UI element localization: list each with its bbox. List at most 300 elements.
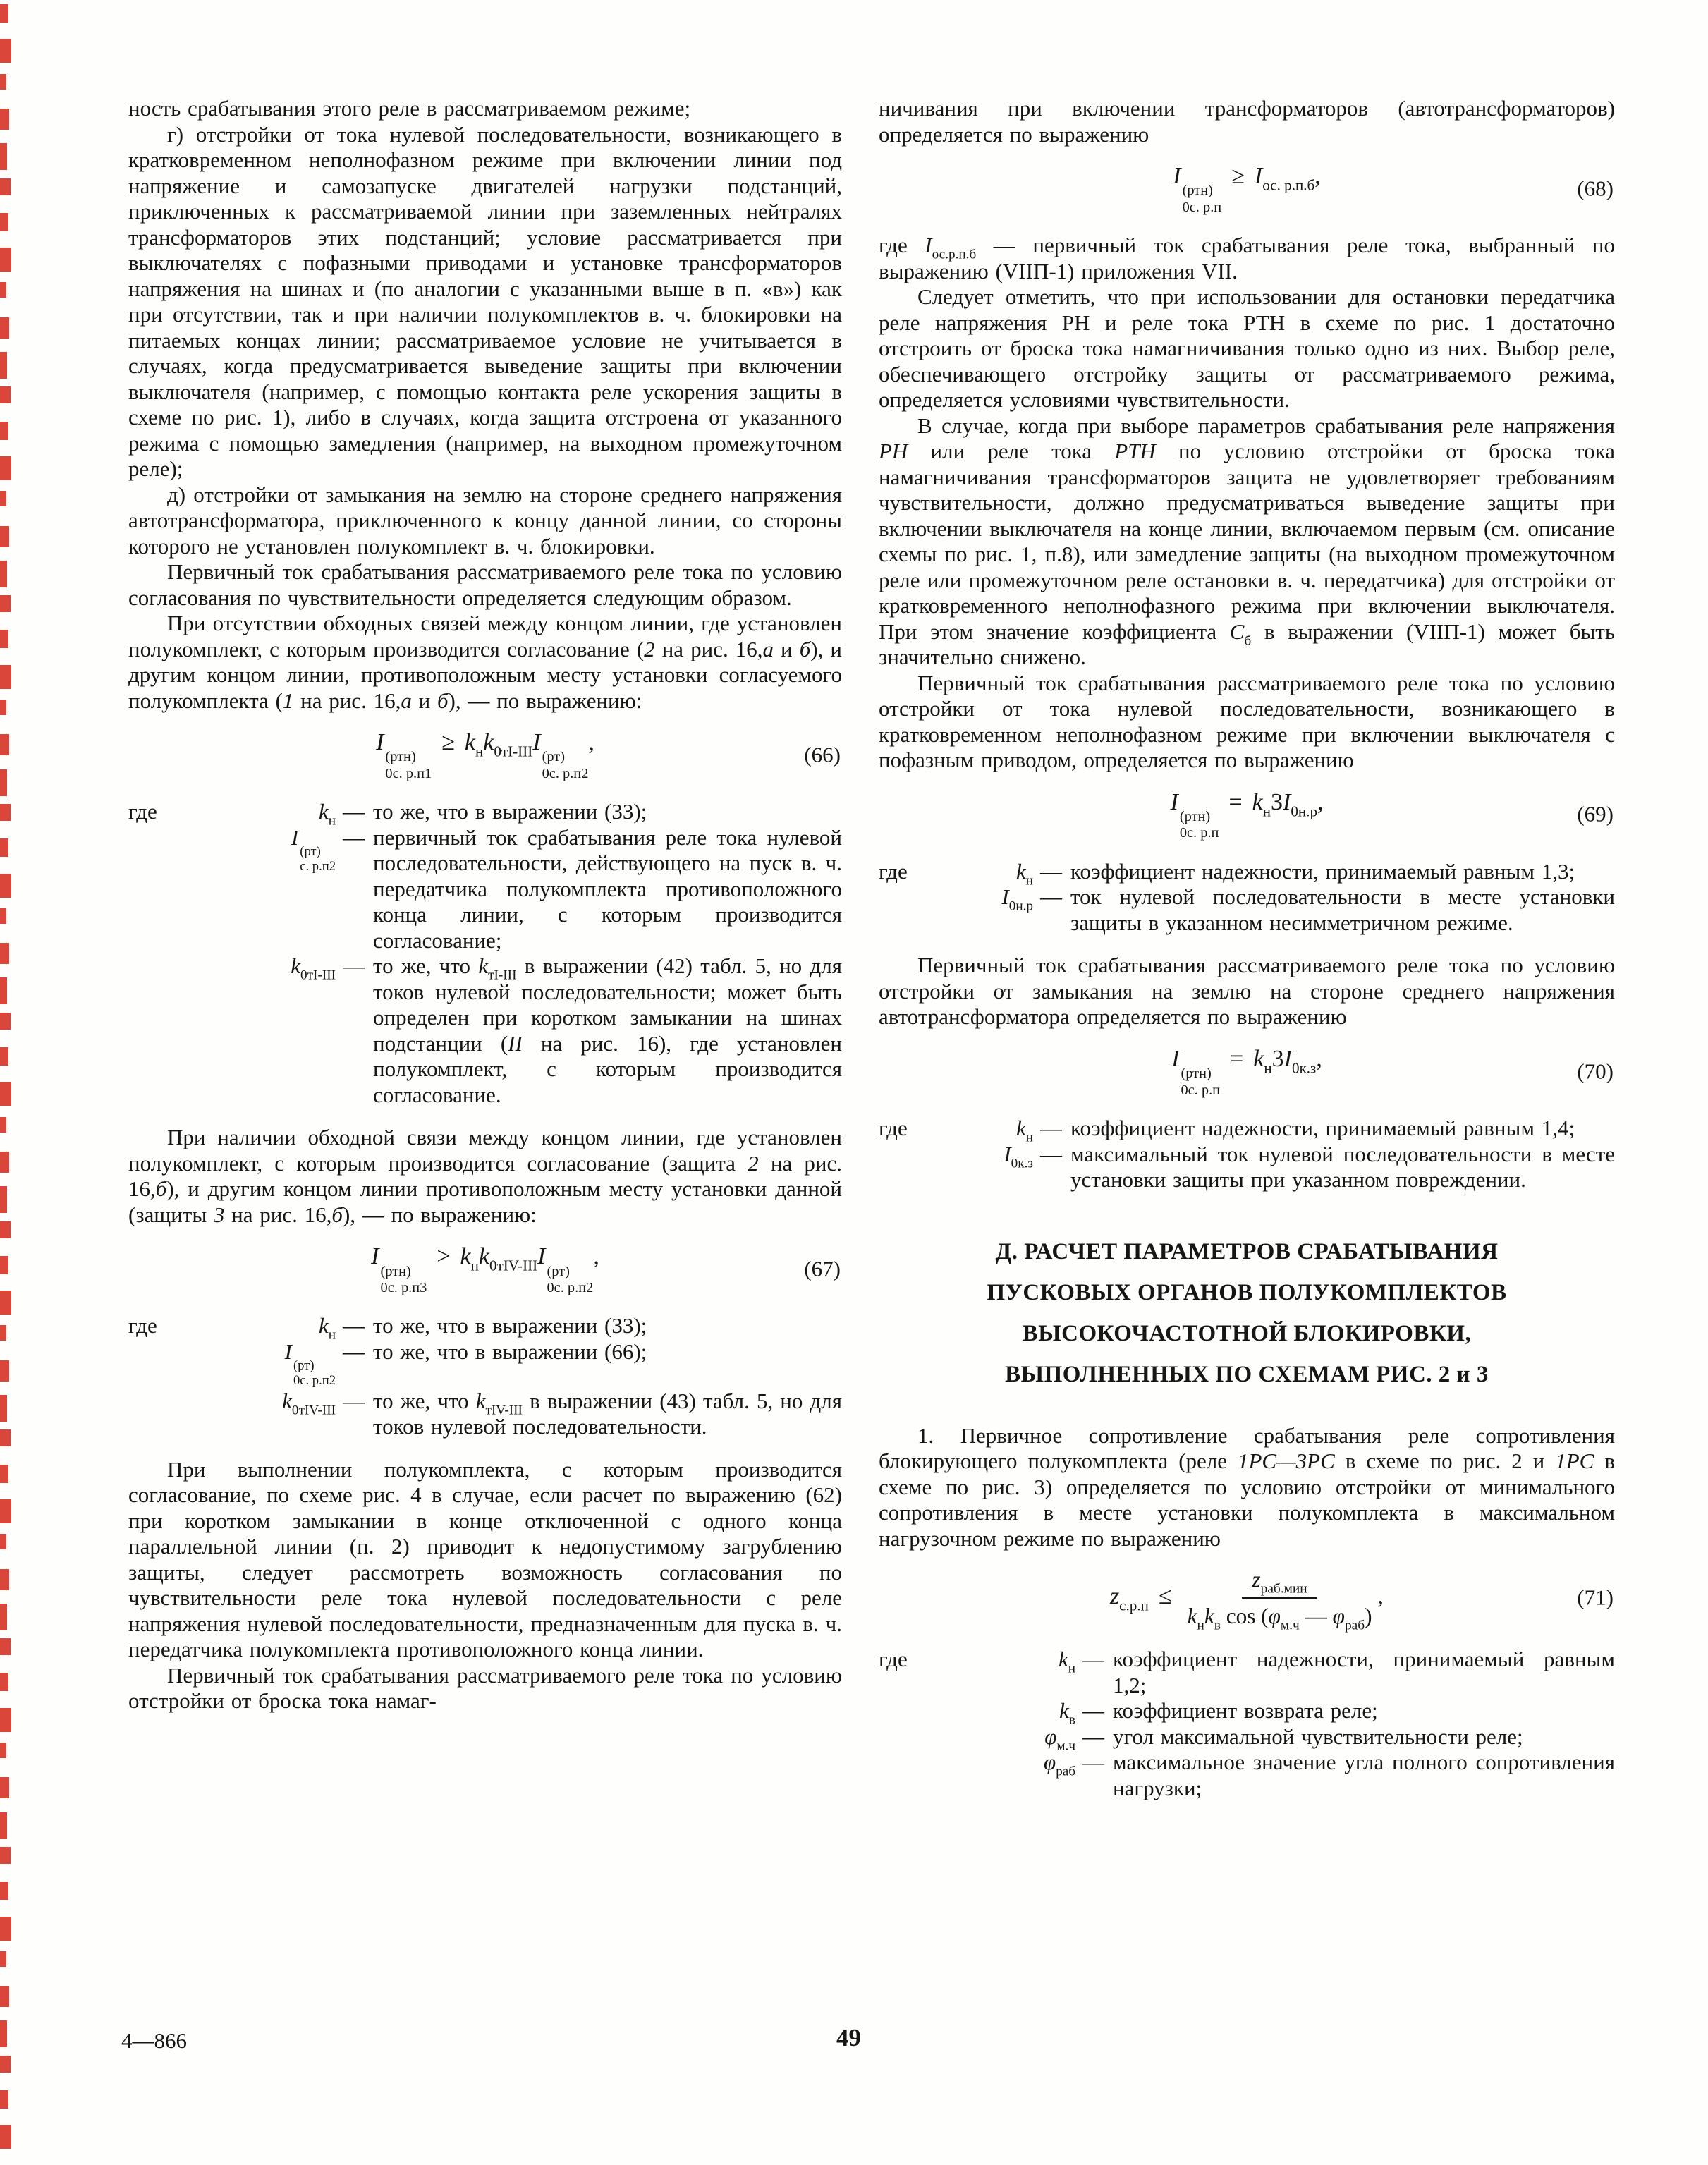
- math-var-sup: (рт): [547, 1263, 570, 1279]
- math-var: [1058, 1647, 1075, 1676]
- text-run: 1РС: [1555, 1449, 1594, 1474]
- edge-mark: [0, 2020, 7, 2047]
- math-var: [1229, 618, 1252, 649]
- edge-mark: [0, 874, 11, 898]
- fraction-numerator: [1242, 1566, 1317, 1599]
- edge-mark: [0, 213, 8, 231]
- paragraph: [879, 284, 1615, 413]
- math-var: [291, 953, 336, 983]
- definition-text: [373, 825, 842, 954]
- section-heading-line: ВЫПОЛНЕННЫХ ПО СХЕМАМ РИС. 2 и 3: [1005, 1361, 1489, 1387]
- definition-term: [128, 1339, 340, 1389]
- definition-term: [128, 825, 340, 874]
- text-run: где: [879, 233, 925, 258]
- edge-mark: [0, 595, 11, 612]
- text-run: — первичный ток срабатывания реле тока, выбранный по выражению (VIIП-1) приложения VII.: [879, 233, 1616, 283]
- formula-number: (69): [1577, 801, 1614, 827]
- math-relation: ≥: [441, 729, 455, 755]
- definition-dash: —: [1082, 1647, 1104, 1672]
- math-var-scripts: [1181, 1066, 1220, 1099]
- math-var-sub: с. р.п2: [300, 858, 336, 874]
- math-var-base: I: [284, 1338, 292, 1364]
- edge-mark: [0, 1882, 8, 1900]
- math-var-base: φ: [1043, 1750, 1056, 1775]
- paragraph: [879, 96, 1615, 147]
- math-var-sub: н: [328, 1328, 336, 1343]
- math-var-sub: н: [1264, 1059, 1272, 1077]
- math-var-base: I: [371, 1243, 379, 1270]
- definition-text: [1113, 1647, 1615, 1698]
- paragraph: [128, 482, 842, 560]
- text-run: б: [437, 688, 449, 713]
- edge-mark: [0, 1743, 6, 1758]
- math-var: [376, 729, 432, 781]
- definition-row: [879, 1750, 1615, 1801]
- edge-mark: [0, 1325, 6, 1341]
- math-relation: ≥: [1231, 163, 1245, 189]
- definition-prefix: где: [128, 1313, 157, 1338]
- math-var-base: k: [1059, 1698, 1069, 1724]
- text-run: на рис. 16,: [224, 1202, 332, 1227]
- definition-dash: —: [343, 824, 365, 850]
- math-var-sup: (ртн): [1181, 1066, 1212, 1082]
- math-var-base: I: [925, 233, 932, 258]
- math-var-base: I: [1001, 884, 1009, 910]
- formula: [879, 788, 1615, 842]
- math-var-base: φ: [1044, 1724, 1057, 1749]
- edge-mark: [0, 2125, 11, 2149]
- text-run: первичный ток срабатывания реле тока нулевой последовательности, действующего на пуск в. ч. передатчика полукомплекта противоположного конца линии, с которым производится согласование;: [373, 824, 842, 953]
- math-var-sub: тIV-III: [485, 1403, 523, 1418]
- definition-list: [879, 859, 1615, 937]
- math-var-sub: ос. р.п.б: [1262, 176, 1315, 194]
- math-var-sup: (рт): [300, 843, 321, 859]
- text-run: г) отстройки от тока нулевой последовательности, возникающего в кратковременном неполнофазном режиме при включении линии под напряжение и самозапуске двигателей нагрузки подстанций, приключенных к рассматриваемой линии при заземленных нейтралях трансформаторов этих подстанций; условие рассматривается при выключателях с пофазными приводами и установке трансформаторов напряжения на шинах и (по аналогии с указанными выше в п. «в») как при отсутствии, так и при наличии полукомплектов в. ч. блокировки на питаемых концах линии; рассматриваемое условие не учитывается в случаях, когда предусматривается выведение защиты при включении выключателя (например, с помощью контакта реле ускорения защиты в схеме по рис. 1), либо в случаях, когда защита отстроена от указанного режима с помощью замедления (например, на выходном промежуточном реле);: [128, 121, 842, 481]
- math-text: ,: [1316, 1045, 1322, 1072]
- definition-text: [373, 1389, 842, 1440]
- math-var-base: φ: [1332, 1604, 1345, 1629]
- math-var: [1173, 163, 1222, 215]
- text-run: ток нулевой последовательности в месте установки защиты в указанном несимметричном режиме.: [1070, 884, 1615, 935]
- edge-mark: [0, 1534, 6, 1549]
- math-var-sub: н: [1197, 1618, 1204, 1633]
- math-fraction: [1187, 1566, 1372, 1633]
- edge-mark: [0, 352, 7, 379]
- definition-row: [879, 1116, 1615, 1145]
- formula-body: [371, 1242, 599, 1296]
- math-var-sub: ос.р.п.б: [932, 247, 977, 262]
- definition-term: [879, 858, 1037, 889]
- definition-term: [879, 1750, 1080, 1779]
- edge-mark: [0, 1638, 11, 1655]
- edge-mark: [0, 1256, 8, 1274]
- math-var-sub: 0к.з: [1011, 1156, 1033, 1171]
- edge-mark: [0, 1951, 6, 1967]
- math-var-sup: (рт): [542, 749, 565, 765]
- edge-mark: [0, 804, 11, 821]
- text-run: Первичный ток срабатывания рассматриваемого реле тока по условию согласования по чувствительности определяется следующим образом.: [128, 559, 842, 610]
- math-var-sub: тI-III: [488, 968, 517, 983]
- math-var: [1252, 788, 1271, 820]
- definition-dash: —: [1082, 1724, 1104, 1749]
- definition-dash: —: [1040, 884, 1062, 910]
- paragraph: [128, 1663, 842, 1714]
- formula-number: (68): [1577, 176, 1614, 201]
- definition-row: [879, 1724, 1615, 1754]
- text-run: то же, что: [373, 1388, 476, 1413]
- text-run: Первичный ток срабатывания рассматриваемого реле тока по условию отстройки от замыкания на землю на стороне среднего напряжения автотрансформатора определяется по выражению: [879, 953, 1615, 1030]
- math-var: [483, 729, 533, 760]
- formula: [128, 728, 842, 782]
- section-heading-line: ПУСКОВЫХ ОРГАНОВ ПОЛУКОМПЛЕКТОВ: [987, 1279, 1507, 1305]
- text-run: то же, что в выражении (66);: [373, 1338, 647, 1364]
- definition-row: [128, 953, 842, 1108]
- math-var: [1268, 1604, 1300, 1633]
- math-relation: ≤: [1158, 1582, 1172, 1609]
- text-run: коэффициент надежности, принимаемый равным 1,4;: [1070, 1116, 1575, 1141]
- math-var-base: k: [282, 1388, 292, 1413]
- definition-row: [128, 1313, 842, 1343]
- text-run: по условию отстройки от броска тока намагничивания трансформаторов защита не удовлетворяет требованиям чувствительности, должно предусматриваться выведение защиты при включении выключателя на конце линии, включаемом первым (см. описание схемы по рис. 1, п.8), или замедление защиты (на выходном промежуточном реле или промежуточном реле остановки в. ч. передатчика) для отстройки от кратковременного неполнофазного режима при включении выключателя. При этом значение коэффициента: [879, 439, 1615, 644]
- definition-dash: —: [1040, 1141, 1062, 1166]
- math-var-sub: н: [328, 813, 336, 829]
- paragraph: [128, 559, 842, 611]
- math-var-base: I: [1171, 1045, 1180, 1072]
- math-var-sub: раб: [1344, 1618, 1365, 1633]
- text-run: угол максимальной чувствительности реле;: [1113, 1724, 1523, 1749]
- math-var-sub: 0тI-III: [300, 968, 336, 983]
- text-run: и: [774, 636, 800, 661]
- text-run: в выражении (43) табл. 5, но для токов нулевой последовательности.: [373, 1388, 843, 1439]
- formula: [879, 161, 1615, 216]
- math-var: [1332, 1604, 1365, 1633]
- edge-mark: [0, 943, 9, 964]
- math-text: ): [1365, 1604, 1372, 1629]
- paragraph: [128, 122, 842, 482]
- math-var-sub: н: [1025, 873, 1033, 889]
- definition-text: [373, 953, 842, 1108]
- math-var-sub: 0к.з: [1291, 1059, 1317, 1077]
- edge-mark: [0, 1569, 9, 1590]
- math-var: [1015, 858, 1033, 889]
- math-var-base: I: [1254, 163, 1263, 189]
- left-column: [128, 96, 842, 1714]
- math-var-sub: м.ч: [1056, 1738, 1075, 1754]
- math-var: [1059, 1698, 1075, 1728]
- edge-mark: [0, 178, 11, 195]
- text-run: При выполнении полукомплекта, с которым производится согласование, по схеме рис. 4 в случае, если расчет по выражению (62) при коротком замыкании в конце отключенной с одного конца параллельной линии (п. 2) приводит к недопустимому загрублению защиты, следует рассмотреть возможность согласования по чувствительности реле тока нулевой последовательности с реле напряжения нулевой последовательности, предназначенным для пуска в. ч. передатчика полукомплекта противоположного конца линии.: [128, 1456, 842, 1662]
- definition-text: [1070, 1142, 1615, 1193]
- math-var: [464, 729, 484, 760]
- edge-mark: [0, 769, 7, 796]
- edge-mark: [0, 422, 8, 440]
- math-var-sub: н: [1262, 803, 1271, 820]
- definition-row: [128, 825, 842, 954]
- text-run: ность срабатывания этого реле в рассматриваемом режиме;: [128, 96, 691, 121]
- edge-mark: [0, 1395, 7, 1422]
- math-var-base: k: [291, 953, 301, 979]
- definition-row: [128, 1339, 842, 1389]
- paragraph: [879, 671, 1615, 774]
- text-run: или реле тока: [908, 439, 1115, 464]
- edge-mark: [0, 1986, 9, 2007]
- text-run: б: [331, 1202, 343, 1227]
- definition-term: [879, 1141, 1037, 1171]
- definition-term: [128, 1388, 340, 1418]
- definition-dash: —: [343, 799, 365, 824]
- edge-mark: [0, 1812, 7, 1839]
- math-var-base: k: [478, 953, 489, 979]
- math-var-sub: 0тI-III: [494, 743, 533, 760]
- edge-mark: [0, 248, 11, 272]
- edge-mark: [0, 630, 8, 648]
- math-var-sub: с.р.п: [1119, 1597, 1149, 1614]
- text-run: д) отстройки от замыкания на землю на стороне среднего напряжения автотрансформатора, приключенного к концу данной линии, со стороны которого не установлен полукомплект в. ч. блокировки.: [128, 482, 842, 559]
- text-run: 3: [213, 1202, 225, 1227]
- math-var: [1187, 1604, 1204, 1633]
- formula-number: (70): [1577, 1059, 1614, 1084]
- math-var-base: k: [460, 1243, 471, 1270]
- formula-number: (71): [1577, 1585, 1614, 1610]
- edge-mark: [0, 491, 6, 506]
- text-run: в выражении (VIIП-1) может быть значительно снижено.: [879, 618, 1615, 670]
- formula-number: (66): [804, 742, 841, 767]
- text-run: на рис. 16,: [293, 688, 401, 713]
- edge-mark: [0, 838, 8, 857]
- math-var-base: k: [483, 729, 494, 755]
- math-var-base: I: [1283, 788, 1291, 815]
- definition-term: [879, 1116, 1037, 1145]
- text-run: II: [508, 1030, 523, 1056]
- math-var: [318, 799, 336, 829]
- definition-list: [879, 1647, 1615, 1801]
- math-var-sub: н: [475, 743, 484, 760]
- math-var: [532, 729, 589, 781]
- math-text: ,: [1314, 163, 1321, 189]
- math-var-base: С: [1229, 618, 1245, 644]
- math-var: [285, 1339, 336, 1389]
- math-var-base: I: [1170, 788, 1178, 815]
- text-run: РТН: [1114, 439, 1156, 464]
- text-run: 2: [644, 636, 655, 661]
- math-relation: >: [437, 1243, 451, 1270]
- definition-text: [1070, 1116, 1615, 1142]
- text-run: а: [762, 636, 774, 661]
- math-var-sub: раб.мин: [1260, 1581, 1307, 1597]
- text-run: а: [401, 688, 412, 713]
- math-var-sub: в: [1214, 1618, 1221, 1633]
- math-var: [1109, 1582, 1149, 1614]
- definition-text: [373, 1313, 842, 1339]
- paragraph: [879, 1423, 1615, 1552]
- definition-dash: —: [343, 953, 365, 979]
- right-column: [879, 96, 1615, 1808]
- math-var-sub: в: [1068, 1712, 1075, 1728]
- math-var: [282, 1388, 336, 1418]
- definition-dash: —: [1040, 858, 1062, 884]
- definition-row: [879, 1698, 1615, 1728]
- math-var-scripts: [1180, 809, 1219, 842]
- definition-term: [879, 884, 1037, 915]
- text-run: 1. Первичное сопротивление срабатывания реле сопротивления блокирующего полукомплекта (реле: [879, 1422, 1615, 1474]
- definition-dash: —: [1082, 1698, 1104, 1724]
- definition-list: [879, 1116, 1615, 1193]
- text-run: то же, что в выражении (33);: [373, 1313, 647, 1338]
- text-run: РН: [879, 439, 908, 464]
- math-var-sub: н: [1025, 1130, 1033, 1145]
- definition-text: [1113, 1724, 1615, 1750]
- definition-prefix: где: [128, 799, 157, 824]
- math-var: [1015, 1116, 1033, 1145]
- math-var-sub: 0с. р.п2: [542, 765, 589, 781]
- edge-mark: [0, 1013, 11, 1030]
- text-run: то же, что в выражении (33);: [373, 799, 647, 824]
- math-var-base: I: [537, 1243, 546, 1270]
- formula-body: [1171, 1044, 1322, 1099]
- math-text: cos (: [1220, 1604, 1269, 1629]
- math-text: 3: [1271, 788, 1283, 815]
- math-var-base: z: [1252, 1567, 1261, 1592]
- paragraph: [128, 96, 842, 122]
- section-heading-line: ВЫСОКОЧАСТОТНОЙ БЛОКИРОВКИ,: [1022, 1320, 1472, 1346]
- text-run: 2: [748, 1150, 759, 1176]
- math-var-sub: 0н.р: [1291, 803, 1317, 820]
- edge-mark: [0, 1917, 11, 1941]
- definition-row: [879, 858, 1615, 889]
- math-var-base: k: [318, 799, 329, 824]
- math-var: [460, 1243, 479, 1274]
- math-var-sup: (ртн): [1179, 809, 1211, 825]
- math-var: [1204, 1604, 1221, 1633]
- paragraph: [879, 413, 1615, 671]
- definition-prefix: где: [879, 858, 908, 884]
- definition-dash: —: [343, 1338, 365, 1364]
- math-var-base: k: [1058, 1647, 1068, 1672]
- math-var-base: k: [1015, 1116, 1026, 1141]
- edge-mark: [0, 665, 11, 689]
- math-text: ,: [593, 1243, 599, 1270]
- math-var: [318, 1313, 336, 1343]
- formula-number: (67): [804, 1256, 841, 1281]
- edge-mark: [0, 1221, 11, 1238]
- edge-mark: [0, 700, 6, 715]
- math-var-base: I: [1283, 1045, 1292, 1072]
- math-var-scripts: [547, 1264, 593, 1297]
- math-var-sub: 0н.р: [1008, 899, 1033, 915]
- math-var: [1001, 884, 1033, 915]
- definition-term: [879, 1724, 1080, 1754]
- math-var-scripts: [1183, 183, 1222, 216]
- definition-row: [128, 1389, 842, 1440]
- math-var: [371, 1243, 427, 1295]
- text-run: Первичный ток срабатывания рассматриваемого реле тока по условию отстройки от тока нулевой последовательности, возникающего в кратковременном неполнофазном режиме при включении выключателя с пофазным приводом, определяется по выражению: [879, 670, 1615, 773]
- math-var-sub: раб: [1056, 1764, 1075, 1779]
- text-run: б: [155, 1176, 167, 1202]
- definition-term: [879, 1647, 1080, 1676]
- math-var: [1252, 1567, 1307, 1597]
- math-var-base: I: [532, 729, 541, 755]
- math-var-base: z: [1109, 1582, 1120, 1609]
- math-text: ,: [1317, 788, 1324, 815]
- edge-mark: [0, 4, 8, 23]
- definition-text: [1113, 1750, 1615, 1801]
- text-run: коэффициент надежности, принимаемый равным 1,3;: [1070, 858, 1575, 884]
- formula-body: [1109, 1566, 1384, 1633]
- math-var-base: I: [1173, 163, 1181, 189]
- text-run: ), и другим концом линии, противоположным месту установки согласуемого полукомплекта (: [128, 636, 842, 713]
- edge-mark: [0, 1082, 11, 1106]
- math-var-base: k: [1187, 1604, 1197, 1629]
- math-var: [1004, 1141, 1033, 1171]
- text-run: максимальное значение угла полного сопротивления нагрузки;: [1113, 1750, 1615, 1800]
- page-number: 49: [836, 2024, 861, 2051]
- math-var-scripts: [293, 1358, 336, 1389]
- definition-list: [128, 1313, 842, 1439]
- edge-mark: [0, 109, 9, 130]
- formula-body: [1170, 788, 1323, 842]
- definition-term: [128, 799, 340, 829]
- math-var-base: k: [1253, 1045, 1264, 1072]
- math-relation: =: [1228, 788, 1243, 815]
- text-run: максимальный ток нулевой последовательности в месте установки защиты при указанном повреждении.: [1070, 1141, 1615, 1193]
- edge-mark: [0, 1360, 9, 1382]
- math-text: ,: [588, 729, 594, 755]
- definition-dash: —: [343, 1388, 365, 1413]
- math-var: [478, 1243, 538, 1274]
- math-var: [1283, 1045, 1317, 1077]
- math-var: [291, 825, 336, 874]
- math-var-scripts: [381, 1264, 427, 1297]
- math-text: ,: [1377, 1582, 1384, 1609]
- definition-text: [373, 799, 842, 825]
- math-var-sub: 0с. р.п2: [547, 1279, 594, 1295]
- paragraph: [128, 1457, 842, 1663]
- paragraph: [879, 953, 1615, 1030]
- math-var-base: I: [1004, 1141, 1011, 1166]
- math-var-scripts: [385, 749, 432, 782]
- math-var-base: I: [376, 729, 384, 755]
- definition-term: [128, 953, 340, 983]
- math-var: [478, 953, 517, 983]
- math-var-sub: 0тIV-III: [291, 1403, 336, 1418]
- edge-mark: [0, 1429, 11, 1446]
- edge-mark: [0, 1291, 11, 1315]
- edge-mark: [0, 977, 7, 1004]
- section-heading-line: Д. РАСЧЕТ ПАРАМЕТРОВ СРАБАТЫВАНИЯ: [995, 1238, 1499, 1264]
- math-var-base: k: [478, 1243, 489, 1270]
- definition-row: [879, 1647, 1615, 1698]
- text-run: ), — по выражению:: [342, 1202, 537, 1227]
- edge-mark: [0, 561, 7, 587]
- formula: [879, 1044, 1615, 1099]
- math-var-sub: н: [1068, 1661, 1075, 1676]
- math-var-sup: (ртн): [1182, 183, 1213, 199]
- edge-mark: [0, 282, 6, 298]
- paragraph: [128, 611, 842, 714]
- text-run: ), — по выражению:: [448, 688, 642, 713]
- edge-mark: [0, 1117, 6, 1133]
- math-var: [1171, 1045, 1221, 1098]
- edge-mark: [0, 1465, 8, 1483]
- paragraph: [128, 1125, 842, 1228]
- math-var-sub: 0с. р.п: [1179, 825, 1219, 841]
- text-run: б: [799, 636, 811, 661]
- math-relation: =: [1230, 1045, 1244, 1072]
- math-var: [1170, 788, 1219, 841]
- math-var: [1043, 1750, 1075, 1779]
- definition-text: [1113, 1698, 1615, 1724]
- edge-mark: [0, 143, 7, 170]
